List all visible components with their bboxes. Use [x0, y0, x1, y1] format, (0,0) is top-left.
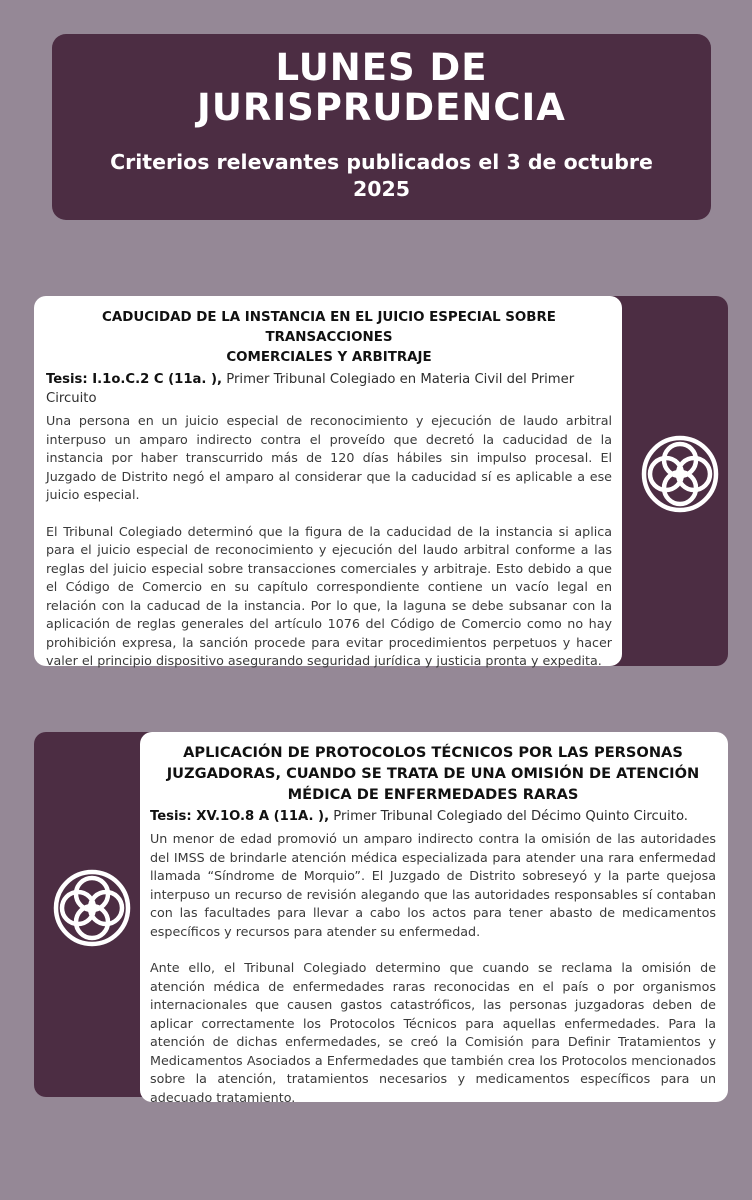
card-1-heading-line-2: COMERCIALES Y ARBITRAJE — [226, 350, 432, 365]
card-2-paragraph-1: Un menor de edad promovió un amparo indirecto contra la omisión de las autoridades del IMSS de brindarle atención médica especializada para atender una rara enfermedad llamada “Síndrome de Morquio”. El Juzgado de Distrito sobreseyó y la parte quejosa interpuso un recurso de revisión alegando que las autoridades responsables sí contaban con las facultades para llevar a cabo los actos para tener abasto de medicamentos específicos y recursos para atender su enfermedad. — [150, 831, 716, 939]
card-2-heading — [150, 742, 716, 805]
card-2-tesis — [150, 807, 716, 826]
title-line-1: LUNES DE — [275, 46, 488, 89]
card-1-paragraph-1: Una persona en un juicio especial de reconocimiento y ejecución de laudo arbitral interpuso un amparo indirecto contra el proveído que decretó la caducidad de la instancia por haber transcurrido más de 120 días hábiles sin impulso procesal. El Juzgado de Distrito negó el amparo al considerar que la caducidad sí es aplicable a ese juicio especial. — [46, 413, 612, 502]
card-2-heading-line-3: MÉDICA DE ENFERMEDADES RARAS — [287, 786, 579, 803]
card-2-heading-line-1: APLICACIÓN DE PROTOCOLOS TÉCNICOS POR LAS PERSONAS — [183, 744, 683, 761]
title-line-2: JURISPRUDENCIA — [197, 86, 566, 129]
card-2-paragraph-2: Ante ello, el Tribunal Colegiado determino que cuando se reclama la omisión de atención médica de enfermedades raras reconocidas en el país o por organismos internacionales que causen gastos catastróficos, las personas juzgadoras deben de aplicar correctamente los Protocolos Técnicos para aquellas enfermedades. Para la atención de dichas enfermedades, se creó la Comisión para Definir Tratamientos y Medicamentos Asociados a Enfermedades que también crea los Protocolos mencionados sobre la atención, tratamientos necesarios y medicamentos específicos para un adecuado tratamiento. — [150, 960, 716, 1105]
card-2-tesis-label: Tesis: XV.1O.8 A (11A. ), — [150, 809, 330, 824]
subtitle-line-2: 2025 — [352, 177, 411, 201]
celtic-knot-icon — [640, 434, 720, 514]
jurisprudence-card-1 — [34, 296, 622, 666]
card-1-heading-line-1: CADUCIDAD DE LA INSTANCIA EN EL JUICIO ESPECIAL SOBRE TRANSACCIONES — [102, 310, 556, 345]
card-1-tesis — [46, 370, 612, 408]
page-subtitle — [52, 149, 711, 203]
card-1-tesis-court: Primer Tribunal Colegiado en Materia Civil del Primer Circuito — [46, 372, 575, 406]
card-2-tesis-court: Primer Tribunal Colegiado del Décimo Quinto Circuito. — [329, 809, 688, 824]
subtitle-line-1: Criterios relevantes publicados el 3 de octubre — [110, 150, 653, 174]
card-1-tesis-label: Tesis: I.1o.C.2 C (11a. ), — [46, 372, 223, 387]
page-title — [52, 48, 711, 128]
header-banner — [52, 34, 711, 220]
card-1-paragraph-2: El Tribunal Colegiado determinó que la figura de la caducidad de la instancia si aplica para el juicio especial de reconocimiento y ejecución del laudo arbitral conforme a las reglas del juicio especial sobre transacciones comerciales y arbitraje. Esto debido a que el Código de Comercio en su capítulo correspondiente contiene un vacío legal en relación con la caducad de la instancia. Por lo que, la laguna se debe subsanar con la aplicación de reglas generales del artículo 1076 del Código de Comercio como no hay prohibición expresa, la sanción procede para evitar procedimientos perpetuos y hacer valer el principio dispositivo asegurando seguridad jurídica y justicia pronta y expedita. — [46, 523, 612, 668]
celtic-knot-icon — [52, 868, 132, 948]
card-1-heading — [46, 308, 612, 368]
card-2-heading-line-2: JUZGADORAS, CUANDO SE TRATA DE UNA OMISIÓN DE ATENCIÓN — [166, 765, 700, 782]
jurisprudence-card-2 — [140, 732, 728, 1105]
